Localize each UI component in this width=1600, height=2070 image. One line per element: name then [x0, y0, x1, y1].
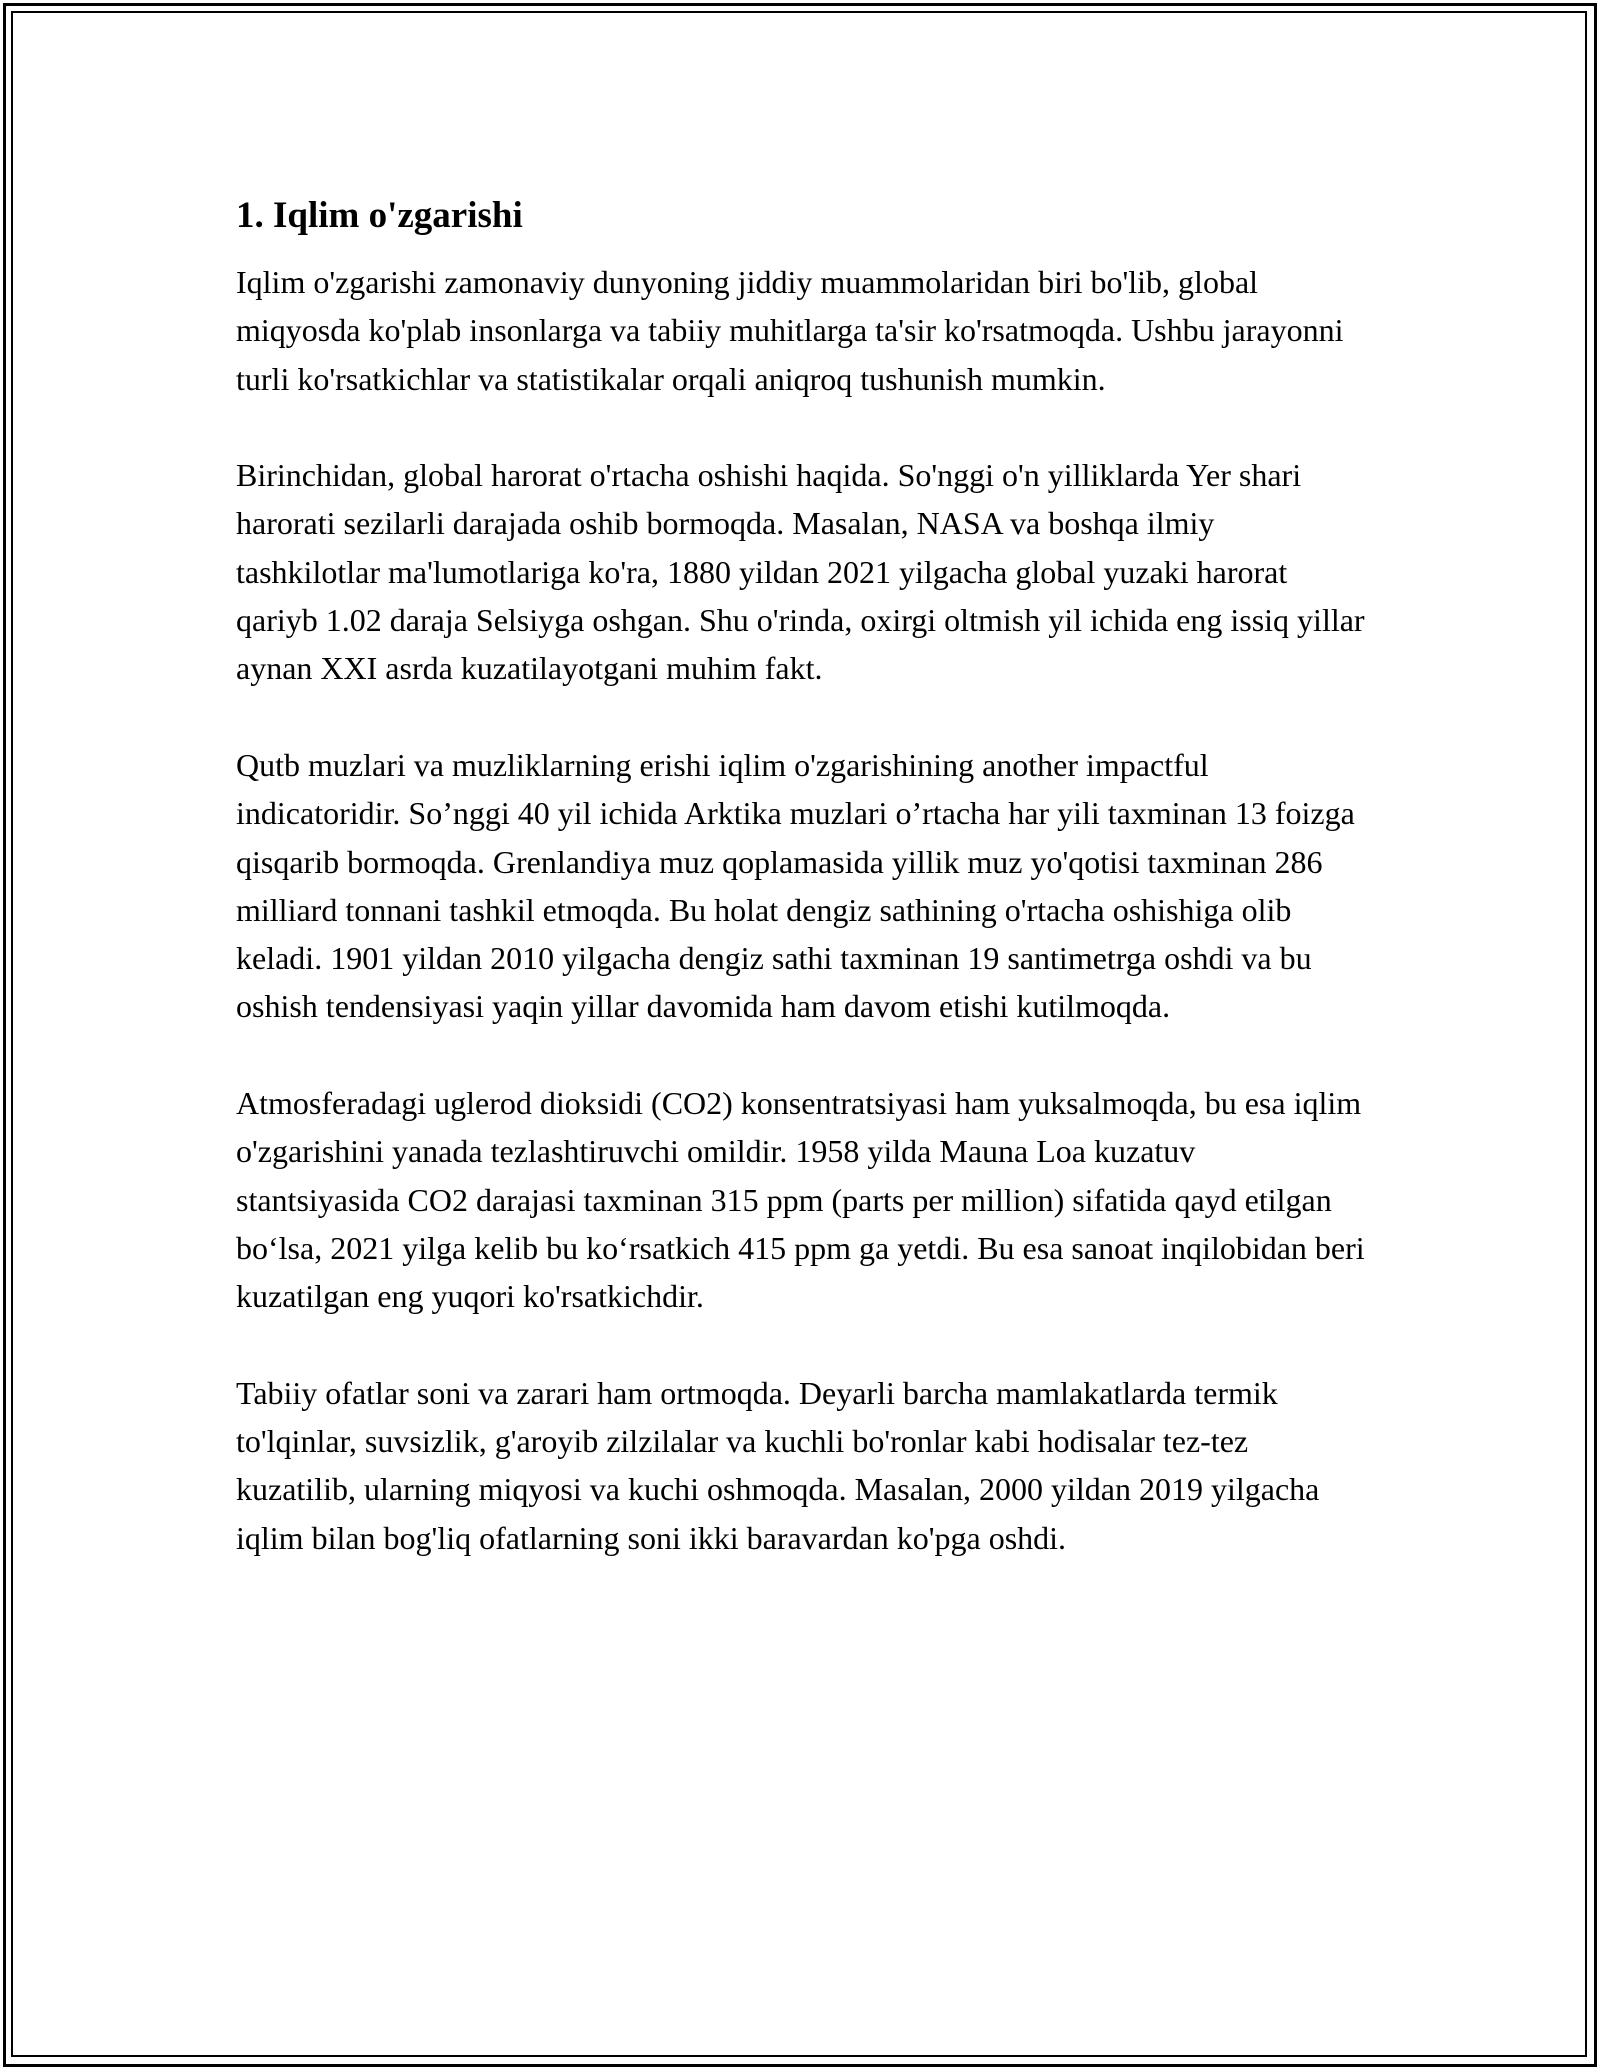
document-body — [236, 186, 1366, 1610]
section-heading: 1. Iqlim o'zgarishi — [236, 195, 523, 236]
paragraph-co2: Atmosferadagi uglerod dioksidi (CO2) konsentratsiyasi ham yuksalmoqda, bu esa iqlim o'zgarishini yanada tezlashtiruvchi omildir. 1958 yilda Mauna Loa kuzatuv stantsiyasida CO2 darajasi taxminan 315 ppm (parts per million) sifatida qayd etilgan bo‘lsa, 2021 yilga kelib bu ko‘rsatkich 415 ppm ga yetdi. Bu esa sanoat inqilobidan beri kuzatilgan eng yuqori ko'rsatkichdir. — [236, 1085, 1365, 1315]
paragraph-intro: Iqlim o'zgarishi zamonaviy dunyoning jiddiy muammolaridan biri bo'lib, global miqyosda ko'plab insonlarga va tabiiy muhitlarga ta'sir ko'rsatmoqda. Ushbu jarayonni turli ko'rsatkichlar va statistikalar orqali aniqroq tushunish mumkin. — [236, 264, 1344, 397]
paragraph-global-temperature: Birinchidan, global harorat o'rtacha oshishi haqida. So'nggi o'n yilliklarda Yer shari harorati sezilarli darajada oshib bormoqda. Masalan, NASA va boshqa ilmiy tashkilotlar ma'lumotlariga ko'ra, 1880 yildan 2021 yilgacha global yuzaki harorat qariyb 1.02 daraja Selsiyga oshgan. Shu o'rinda, oxirgi oltmish yil ichida eng issiq yillar aynan XXI asrda kuzatilayotgani muhim fakt. — [236, 457, 1365, 687]
paragraph-natural-disasters: Tabiiy ofatlar soni va zarari ham ortmoqda. Deyarli barcha mamlakatlarda termik to'lqinlar, suvsizlik, g'aroyib zilzilalar va kuchli bo'ronlar kabi hodisalar tez-tez kuzatilib, ularning miqyosi va kuchi oshmoqda. Masalan, 2000 yildan 2019 yilgacha iqlim bilan bog'liq ofatlarning soni ikki baravardan ko'pga oshdi. — [236, 1374, 1320, 1556]
paragraph-polar-ice: Qutb muzlari va muzliklarning erishi iqlim o'zgarishining another impactful indicatoridir. So’nggi 40 yil ichida Arktika muzlari o’rtacha har yili taxminan 13 foizga qisqarib bormoqda. Grenlandiya muz qoplamasida yillik muz yo'qotisi taxminan 286 milliard tonnani tashkil etmoqda. Bu holat dengiz sathining o'rtacha oshishiga olib keladi. 1901 yildan 2010 yilgacha dengiz sathi taxminan 19 santimetrga oshdi va bu oshish tendensiyasi yaqin yillar davomida ham davom etishi kutilmoqda. — [236, 746, 1355, 1025]
